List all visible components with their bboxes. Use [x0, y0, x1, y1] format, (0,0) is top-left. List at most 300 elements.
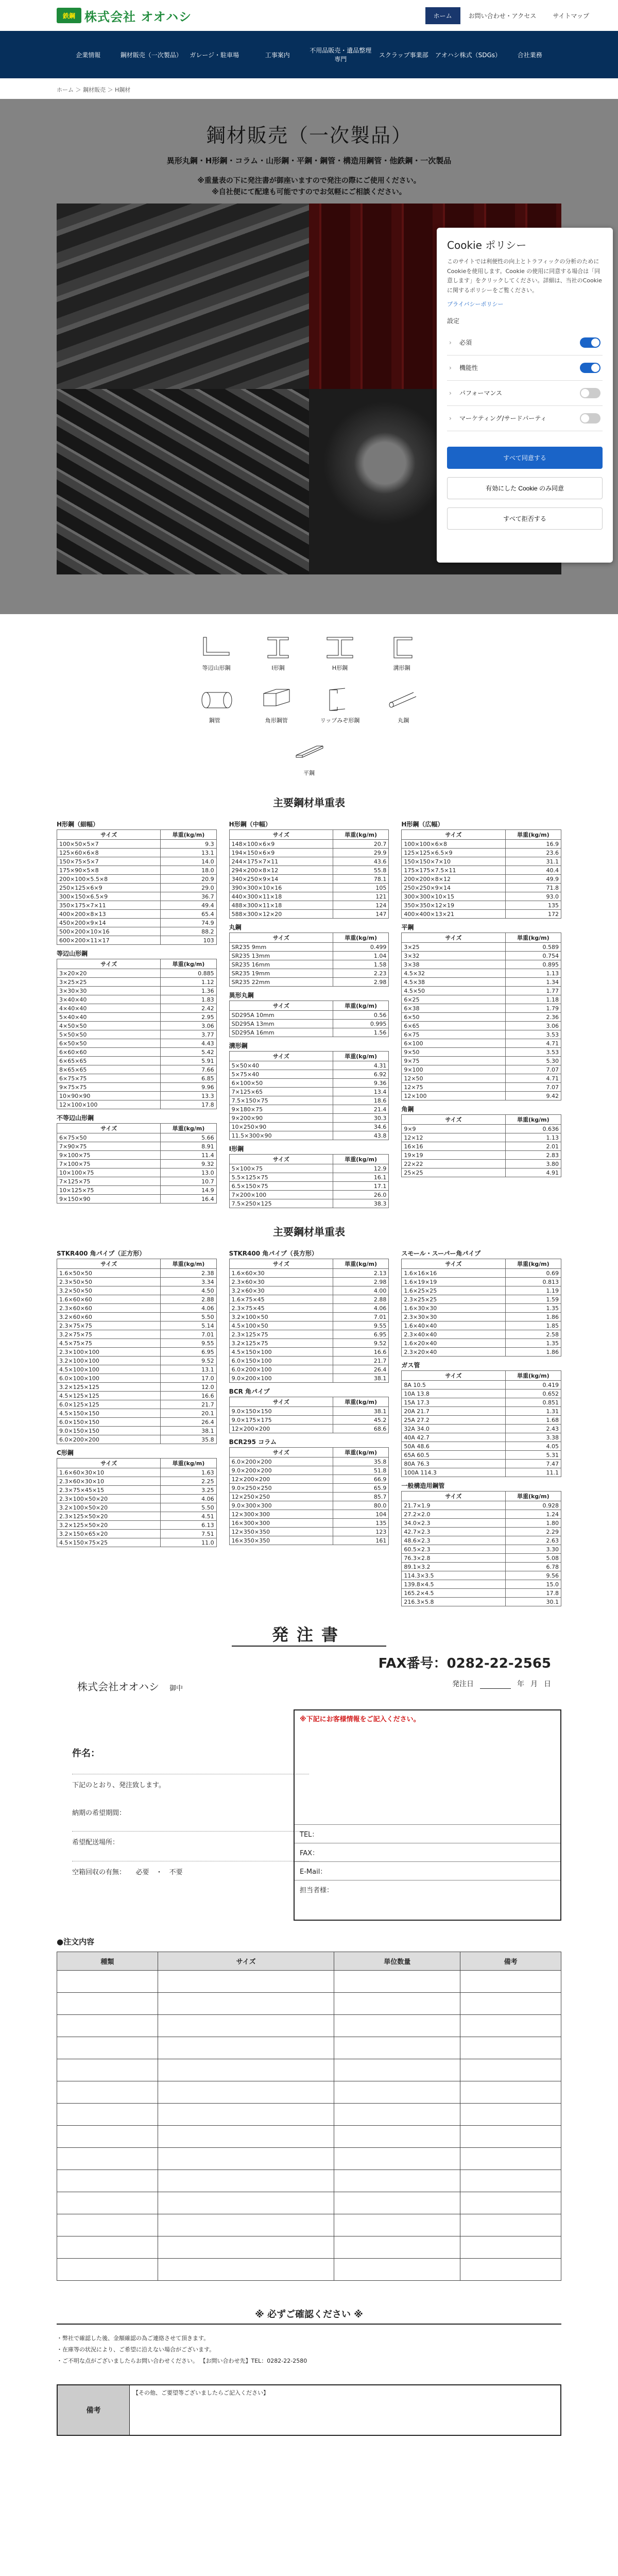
weight-cell: 55.8 [333, 866, 388, 875]
table-row [402, 1442, 561, 1451]
weight-cell: 1.68 [505, 1416, 561, 1425]
table-row [402, 969, 561, 978]
cookie-row-label: パフォーマンス [459, 389, 503, 397]
size-cell: 9×150×90 [57, 1195, 161, 1204]
table-row [57, 1313, 217, 1321]
size-cell: 4×50×50 [57, 1022, 161, 1030]
table-row [402, 1398, 561, 1407]
cookie-row-marketing[interactable] [447, 406, 603, 431]
order-cell[interactable] [334, 2170, 460, 2192]
order-cell[interactable] [460, 1971, 561, 1993]
order-cell[interactable] [334, 1993, 460, 2015]
size-cell: 80A 76.3 [402, 1460, 505, 1468]
order-cell[interactable] [334, 2104, 460, 2126]
order-cell[interactable] [460, 2081, 561, 2104]
order-cell[interactable] [57, 2236, 158, 2259]
table-row [57, 1971, 561, 1993]
top-link-sitemap[interactable]: サイトマップ [553, 12, 589, 20]
cookie-row-performance[interactable] [447, 381, 603, 406]
order-cell[interactable] [158, 2214, 334, 2236]
weight-cell: 20.7 [333, 840, 388, 849]
size-cell: 3.2×75×75 [57, 1330, 161, 1339]
weight-cell: 4.71 [505, 1039, 561, 1048]
weight-table [229, 1154, 389, 1208]
size-cell: 6×50 [402, 1013, 505, 1022]
table-row [402, 1545, 561, 1554]
size-cell: 9.0×150×150 [229, 1407, 333, 1416]
order-cell[interactable] [334, 2015, 460, 2037]
table-row [57, 1048, 217, 1057]
privacy-policy-link[interactable]: プライバシーポリシー [447, 300, 504, 308]
table-row [57, 1383, 217, 1392]
table-row [402, 1460, 561, 1468]
order-cell[interactable] [334, 2236, 460, 2259]
order-cell[interactable] [334, 1971, 460, 1993]
table-row [57, 1168, 217, 1177]
order-cell[interactable] [334, 2126, 460, 2148]
table-row [57, 1400, 217, 1409]
order-form-title: 発注書 [232, 1622, 386, 1647]
size-cell: 3×30×30 [57, 987, 161, 995]
order-cell[interactable] [158, 2259, 334, 2281]
weight-cell: 161 [333, 1536, 388, 1545]
order-cell[interactable] [460, 2148, 561, 2170]
col-size: サイズ [402, 1492, 505, 1501]
size-cell: 148×100×6×9 [229, 840, 333, 849]
table-row [57, 1409, 217, 1418]
order-cell[interactable] [460, 2259, 561, 2281]
order-cell[interactable] [158, 2059, 334, 2081]
delivery-field[interactable] [72, 1819, 309, 1832]
col-weight: 単重(kg/m) [505, 1371, 561, 1381]
weight-cell: 10.7 [161, 1177, 216, 1186]
weight-cell: 17.8 [505, 1589, 561, 1598]
fax-field[interactable] [295, 1843, 560, 1861]
size-cell: 200×100×5.5×8 [57, 875, 161, 884]
size-cell: 6.0×100×100 [57, 1374, 161, 1383]
table-row [229, 1123, 389, 1131]
toggle-switch[interactable] [580, 337, 600, 348]
order-cell[interactable] [158, 2192, 334, 2214]
weight-cell: 17.0 [161, 1374, 216, 1383]
subject-field[interactable] [72, 1762, 309, 1774]
weight-cell: 9.52 [333, 1339, 388, 1348]
col-size: サイズ [229, 830, 333, 840]
weight-cell: 3.34 [161, 1278, 216, 1286]
order-cell[interactable] [57, 2126, 158, 2148]
breadcrumb [0, 78, 618, 99]
weight-cell: 0.813 [505, 1278, 561, 1286]
weight-cell: 135 [333, 1519, 388, 1528]
weight-cell: 4.00 [333, 1286, 388, 1295]
order-cell[interactable] [158, 2081, 334, 2104]
table-row [402, 910, 561, 919]
nav-item[interactable]: ガレージ・駐車場 [190, 51, 239, 59]
weight-cell: 1.85 [505, 1321, 561, 1330]
table-row [402, 840, 561, 849]
weight-cell: 1.56 [333, 1028, 388, 1037]
weight-cell: 2.36 [505, 1013, 561, 1022]
weight-table-heading: 不等辺山形鋼 [57, 1114, 94, 1122]
nav-item[interactable]: 不用品販売・遺品整理専門 [310, 47, 372, 63]
table-row [402, 875, 561, 884]
weight-cell: 5.91 [161, 1057, 216, 1065]
size-cell: 5×100×75 [229, 1164, 333, 1173]
toggle-switch[interactable] [580, 413, 600, 423]
table-row [229, 1286, 389, 1295]
weight-cell: 7.66 [161, 1065, 216, 1074]
weight-table-heading: 異形丸鋼 [229, 992, 254, 999]
weight-table-heading: ガス管 [401, 1362, 420, 1369]
table-row [57, 2214, 561, 2236]
weight-cell: 35.8 [333, 1458, 388, 1466]
table-row [57, 1468, 217, 1477]
table-row [57, 1530, 217, 1538]
weight-cell: 4.51 [161, 1512, 216, 1521]
table-row [57, 1142, 217, 1151]
size-cell: 1.6×25×25 [402, 1286, 505, 1295]
toggle-switch[interactable] [580, 388, 600, 398]
toggle-switch[interactable] [580, 363, 600, 373]
table-row [57, 1269, 217, 1278]
size-cell: 7×90×75 [57, 1142, 161, 1151]
order-cell[interactable] [57, 2015, 158, 2037]
size-cell: 3.2×125×50×20 [57, 1521, 161, 1530]
order-cell[interactable] [460, 2059, 561, 2081]
size-cell: 3.2×125×125 [57, 1383, 161, 1392]
table-row [57, 1295, 217, 1304]
breadcrumb-item[interactable]: 鋼材販売 [83, 87, 106, 93]
size-cell: 6.0×200×200 [57, 1435, 161, 1444]
size-cell: 1.6×40×40 [402, 1321, 505, 1330]
weight-table-heading: STKR400 角パイプ（正方形） [57, 1250, 146, 1257]
order-cell[interactable] [57, 1993, 158, 2015]
order-cell[interactable] [460, 2126, 561, 2148]
size-cell: 100A 114.3 [402, 1468, 505, 1477]
size-cell: 1.6×50×50 [57, 1269, 161, 1278]
size-cell: 2.3×125×75 [229, 1330, 333, 1339]
table-row [57, 857, 217, 866]
order-cell[interactable] [158, 2104, 334, 2126]
order-cell[interactable] [334, 2037, 460, 2059]
weight-cell: 5.66 [161, 1133, 216, 1142]
weight-cell: 26.4 [161, 1418, 216, 1427]
main-nav [0, 31, 618, 78]
table-row [57, 1374, 217, 1383]
page-subtitle: 異形丸鋼・H形鋼・コラム・山形鋼・平鋼・鋼管・構造用鋼管・他鉄鋼・一次製品 [166, 156, 452, 165]
table-row [57, 1057, 217, 1065]
order-cell[interactable] [57, 2148, 158, 2170]
top-link-contact[interactable]: お問い合わせ・アクセス [468, 12, 537, 20]
col-size: サイズ [57, 1259, 161, 1269]
table-row [402, 1433, 561, 1442]
table-row [57, 875, 217, 884]
weight-cell: 6.85 [161, 1074, 216, 1083]
order-cell[interactable] [334, 2081, 460, 2104]
order-cell[interactable] [57, 2192, 158, 2214]
size-cell: 10×125×75 [57, 1186, 161, 1195]
nav-item[interactable]: 工事案内 [265, 51, 290, 59]
table-column [401, 1245, 561, 1606]
save-selection-button[interactable]: 有効にした Cookie のみ同意 [447, 477, 603, 499]
table-row [229, 943, 389, 952]
size-cell: 5×50×40 [229, 1061, 333, 1070]
cookie-row-required[interactable] [447, 330, 603, 355]
weight-cell: 1.04 [333, 952, 388, 960]
order-cell[interactable] [57, 2170, 158, 2192]
order-cell[interactable] [57, 2214, 158, 2236]
table-row [57, 1092, 217, 1100]
size-cell: 1.6×30×30 [402, 1304, 505, 1313]
size-cell: 2.3×125×50×20 [57, 1512, 161, 1521]
nav-item[interactable]: スクラップ事業部 [379, 51, 428, 59]
order-cell[interactable] [334, 2148, 460, 2170]
table-row [229, 952, 389, 960]
order-cell[interactable] [158, 2236, 334, 2259]
size-cell: 244×175×7×11 [229, 857, 333, 866]
weight-cell: 3.25 [161, 1486, 216, 1495]
cookie-row-functional[interactable] [447, 355, 603, 381]
table-row [402, 1407, 561, 1416]
order-cell[interactable] [57, 2104, 158, 2126]
month-label: 月 [530, 1680, 538, 1688]
table-row [57, 1304, 217, 1313]
weight-cell: 5.14 [161, 1321, 216, 1330]
weight-cell: 30.1 [505, 1598, 561, 1606]
size-cell: 15A 17.3 [402, 1398, 505, 1407]
size-cell: 4.5×150×100 [229, 1348, 333, 1357]
weight-cell: 135 [505, 901, 561, 910]
accept-all-button[interactable]: すべて同意する [447, 447, 603, 469]
day-label: 日 [544, 1680, 551, 1688]
table-row [229, 1425, 389, 1433]
size-cell: 588×300×12×20 [229, 910, 333, 919]
table-row [229, 840, 389, 849]
nav-item[interactable]: 鋼材販売（一次製品） [120, 51, 182, 59]
weight-table-title-2: 主要鋼材単重表 [273, 1226, 345, 1238]
table-column [229, 1245, 389, 1606]
order-notes [57, 2333, 307, 2367]
table-row [57, 1151, 217, 1160]
weight-cell: 20.1 [161, 1409, 216, 1418]
order-cell[interactable] [158, 2126, 334, 2148]
table-row [229, 1070, 389, 1079]
order-cell[interactable] [460, 2037, 561, 2059]
need-option[interactable]: 必要 [135, 1868, 149, 1876]
email-field[interactable] [295, 1861, 560, 1880]
size-cell: 2.3×75×45 [229, 1304, 333, 1313]
order-cell[interactable] [460, 2104, 561, 2126]
chevron-right-icon: › [449, 389, 452, 397]
table-row [229, 1348, 389, 1357]
size-cell: 12×200×200 [229, 1425, 333, 1433]
size-cell: 250×250×9×14 [402, 884, 505, 892]
order-cell[interactable] [57, 2037, 158, 2059]
table-column [57, 816, 217, 1208]
size-cell: 16×300×300 [229, 1519, 333, 1528]
customer-address-field[interactable] [295, 1726, 560, 1824]
cookie-dialog [437, 228, 613, 563]
table-row [229, 849, 389, 857]
size-cell: 2.3×75×45×15 [57, 1486, 161, 1495]
size-cell: 42.7×2.3 [402, 1528, 505, 1536]
table-row [402, 987, 561, 995]
size-cell: SR235 19mm [229, 969, 333, 978]
size-cell: 2.3×40×40 [402, 1330, 505, 1339]
table-row [229, 1475, 389, 1484]
size-cell: 27.2×2.0 [402, 1510, 505, 1519]
size-cell: 100×100×6×8 [402, 840, 505, 849]
shape-angle [198, 635, 234, 672]
table-row [402, 1348, 561, 1357]
table-row [229, 1096, 389, 1105]
weight-cell: 7.01 [333, 1313, 388, 1321]
email-label: E-Mail： [300, 1868, 327, 1876]
weight-table-heading: I形鋼 [229, 1145, 244, 1153]
table-row [402, 1278, 561, 1286]
size-cell: 5×40×40 [57, 1013, 161, 1022]
order-cell[interactable] [334, 2214, 460, 2236]
order-cell[interactable] [460, 2236, 561, 2259]
weight-table [401, 1114, 561, 1177]
table-row [402, 995, 561, 1004]
order-cell[interactable] [158, 2170, 334, 2192]
nav-item[interactable]: アオハシ株式（SDGs） [435, 51, 502, 59]
table-row [57, 1030, 217, 1039]
table-row [402, 1536, 561, 1545]
size-cell: 1.6×60×30×10 [57, 1468, 161, 1477]
weight-cell: 0.652 [505, 1389, 561, 1398]
size-cell: 500×200×10×16 [57, 927, 161, 936]
order-cell[interactable] [57, 2081, 158, 2104]
weight-cell: 40.4 [505, 866, 561, 875]
size-cell: 3×25 [402, 943, 505, 952]
weight-cell: 4.06 [333, 1304, 388, 1313]
table-row [402, 1321, 561, 1330]
table-row [229, 1278, 389, 1286]
table-row [402, 1554, 561, 1563]
table-row [57, 1348, 217, 1357]
order-cell[interactable] [158, 2015, 334, 2037]
weight-cell: 1.36 [161, 987, 216, 995]
table-row [57, 1435, 217, 1444]
weight-cell: 2.58 [505, 1330, 561, 1339]
size-cell: SD295A 16mm [229, 1028, 333, 1037]
table-row [402, 1389, 561, 1398]
order-note: ・ご不明な点がございましたらお問い合わせください。 【お問い合わせ先】TEL：0282-22-2580 [57, 2358, 307, 2364]
size-cell: 19×19 [402, 1151, 505, 1160]
size-cell: 60.5×2.3 [402, 1545, 505, 1554]
order-cell[interactable] [57, 2259, 158, 2281]
weight-cell: 45.2 [333, 1416, 388, 1425]
order-cell[interactable] [460, 1993, 561, 2015]
size-cell: 7×100×75 [57, 1160, 161, 1168]
order-cell[interactable] [460, 2214, 561, 2236]
weight-cell: 11.0 [161, 1538, 216, 1547]
size-cell: 9×75 [402, 1057, 505, 1065]
order-cell[interactable] [460, 2015, 561, 2037]
order-cell[interactable] [158, 2148, 334, 2170]
weight-cell: 1.83 [161, 995, 216, 1004]
size-cell: 4×40×40 [57, 1004, 161, 1013]
table-row [402, 884, 561, 892]
order-cell[interactable] [334, 2192, 460, 2214]
size-cell: 6×60×60 [57, 1048, 161, 1057]
weight-cell: 4.06 [161, 1304, 216, 1313]
table-row [57, 1195, 217, 1204]
size-cell: 6.0×200×200 [229, 1458, 333, 1466]
weight-cell: 1.80 [505, 1519, 561, 1528]
breadcrumb-home[interactable]: ホーム [57, 87, 74, 93]
size-cell: 9×200×90 [229, 1114, 333, 1123]
table-row [402, 1083, 561, 1092]
size-cell: 8×65×65 [57, 1065, 161, 1074]
table-row [57, 1477, 217, 1486]
table-row [57, 1427, 217, 1435]
site-logo[interactable] [57, 7, 192, 25]
table-row [402, 1451, 561, 1460]
table-row [57, 840, 217, 849]
order-cell[interactable] [460, 2170, 561, 2192]
order-cell[interactable] [334, 2259, 460, 2281]
shape-label: I形鋼 [271, 665, 285, 671]
table-row [402, 1048, 561, 1057]
order-cell[interactable] [158, 2037, 334, 2059]
size-cell: 3.2×50×50 [57, 1286, 161, 1295]
contact-person-field[interactable] [295, 1880, 560, 1899]
order-cell[interactable] [57, 2059, 158, 2081]
order-note: ・弊社で確認した後、金額確認の為ご連絡させて頂きます。 [57, 2335, 210, 2342]
weight-cell: 18.0 [161, 866, 216, 875]
remarks-field[interactable] [130, 2385, 560, 2435]
shape-square-pipe [259, 687, 295, 724]
breadcrumb-current: H鋼材 [115, 87, 131, 93]
weight-cell: 13.4 [333, 1088, 388, 1096]
weight-cell: 4.31 [333, 1061, 388, 1070]
noneed-option[interactable]: 不要 [169, 1868, 183, 1876]
order-cell[interactable] [158, 1993, 334, 2015]
weight-table [229, 933, 389, 987]
date-year-field[interactable] [480, 1679, 511, 1689]
reject-all-button[interactable]: すべて拒否する [447, 507, 603, 530]
shape-h-beam [322, 635, 358, 672]
table-row [229, 857, 389, 866]
order-cell[interactable] [57, 1971, 158, 1993]
size-cell: 6×65 [402, 1022, 505, 1030]
size-cell: 3.2×100×50×20 [57, 1503, 161, 1512]
col-size: サイズ [229, 1052, 333, 1061]
col-weight: 単重(kg/m) [505, 1115, 561, 1125]
order-cell[interactable] [158, 1971, 334, 1993]
top-link-home[interactable]: ホーム [425, 7, 460, 24]
order-note: ・在庫等の状況により、ご希望に沿えない場合がございます。 [57, 2346, 215, 2353]
tel-field[interactable] [295, 1824, 560, 1843]
nav-item[interactable]: 合社業務 [517, 51, 542, 59]
size-cell: 12×12 [402, 1133, 505, 1142]
place-field[interactable] [72, 1849, 309, 1861]
weight-cell: 3.06 [161, 1022, 216, 1030]
weight-cell: 17.1 [333, 1182, 388, 1191]
size-cell: 34.0×2.3 [402, 1519, 505, 1528]
weight-cell: 34.6 [333, 1123, 388, 1131]
table-row [229, 969, 389, 978]
size-cell: 175×90×5×8 [57, 866, 161, 875]
shape-label: 鋼管 [209, 717, 220, 724]
order-cell[interactable] [334, 2059, 460, 2081]
order-cell[interactable] [460, 2192, 561, 2214]
nav-item[interactable]: 企業情報 [76, 51, 101, 59]
shape-label: H形鋼 [332, 665, 348, 671]
